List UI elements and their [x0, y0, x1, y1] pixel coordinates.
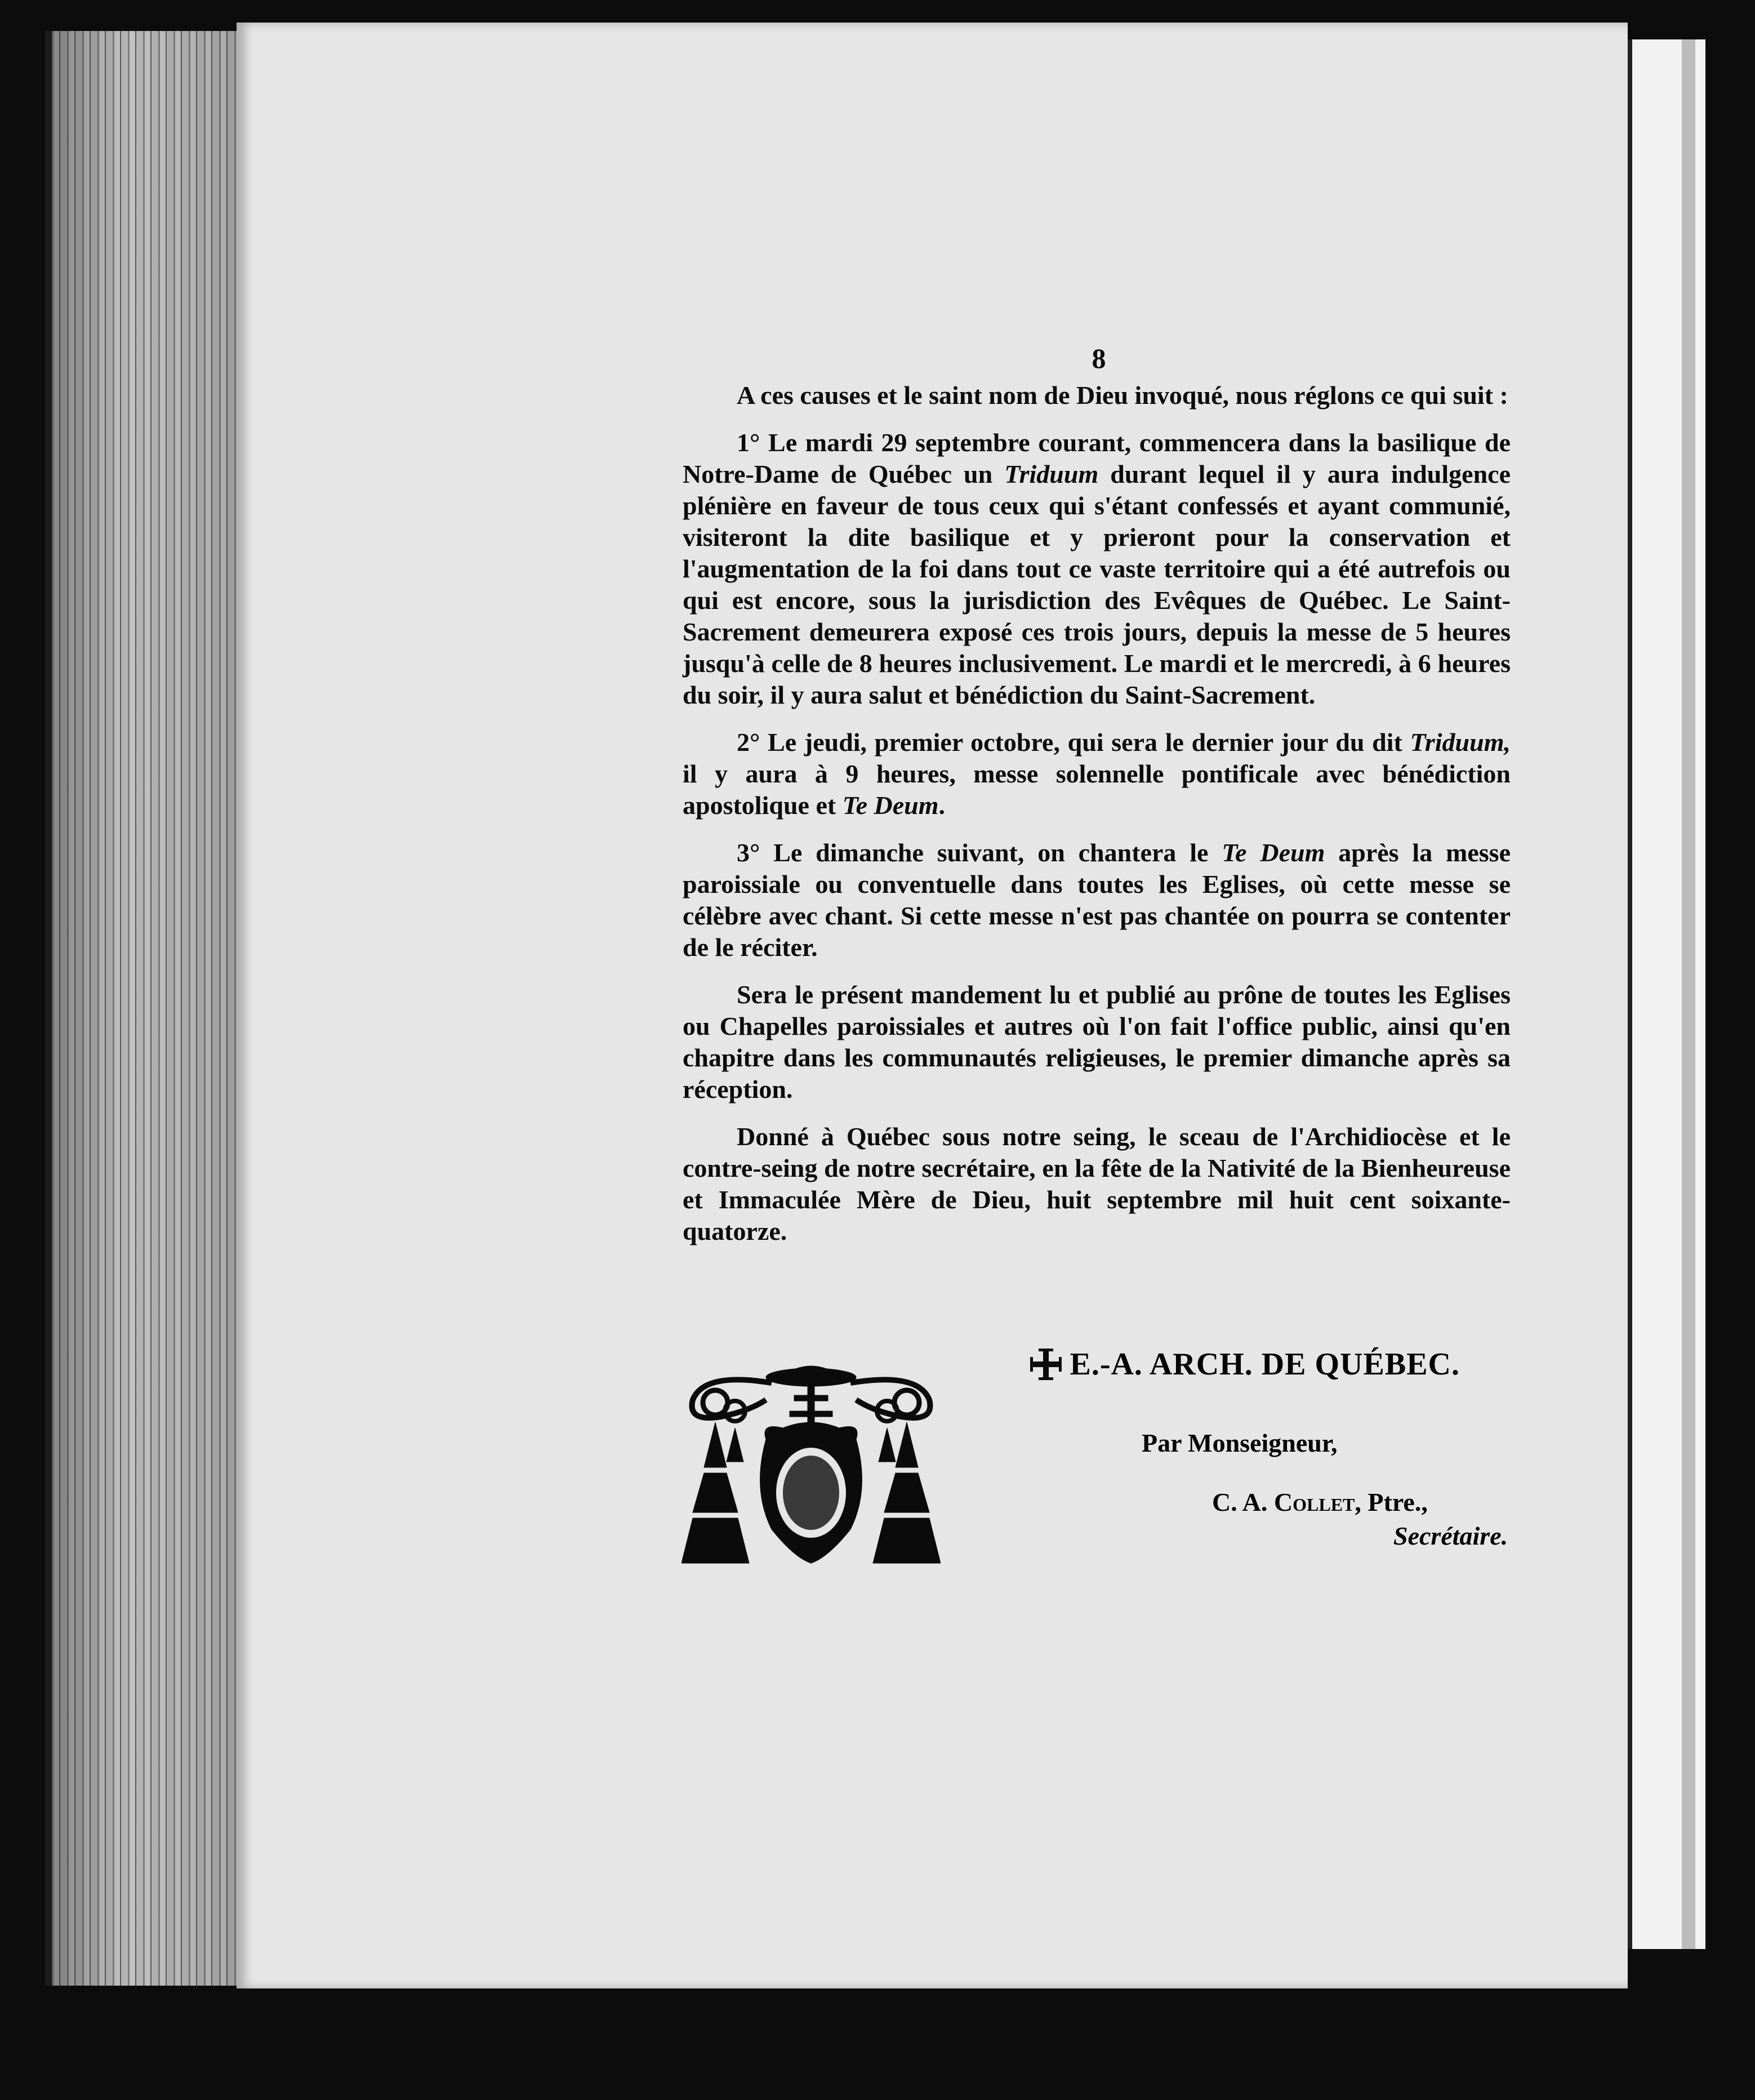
text-segment: 2° Le jeudi, premier octobre, qui sera le dernier jour du dit	[737, 728, 1410, 757]
text-segment: durant lequel il y aura indulgence plénière en faveur de tous ceux qui s'étant confessés et ayant communié, visiteront la dite basilique et y prieront pour la conservation et l'augmentation de la foi dans tout ce vaste territoire qui a été autrefois ou qui est encore, sous la jurisdiction des Evêques de Québec. Le Saint-Sacrement demeurera exposé ces trois jours, depuis la messe de 5 heures jusqu'à celle de 8 heures inclusivement. Le mardi et le mercredi, à 6 heures du soir, il y aura salut et bénédiction du Saint-Sacrement.	[683, 460, 1511, 709]
paragraph-list	[683, 380, 1511, 1247]
signature-block	[683, 1346, 1527, 1572]
text-segment: Donné à Québec sous notre seing, le sceau de l'Archidiocèse et le contre-seing de notre secrétaire, en la fête de la Nativité de la Bienheureuse et Immaculée Mère de Dieu, huit septembre mil huit cent soixante-quatorze.	[683, 1122, 1511, 1245]
paragraph-publication	[683, 979, 1511, 1105]
italic-text: Triduum	[1004, 460, 1099, 488]
archbishop-signature	[1030, 1346, 1460, 1382]
by-order-line: Par Monseigneur,	[1142, 1429, 1338, 1457]
text-segment: 1° Le mardi 29 septembre courant, commencera dans la basilique de Notre-Dame de Québec un	[683, 428, 1511, 488]
text-segment: A ces causes et le saint nom de Dieu invoqué, nous réglons ce qui suit :	[737, 381, 1508, 410]
text-segment: Sera le présent mandement lu et publié au prône de toutes les Eglises ou Chapelles paroissiales et autres où l'on fait l'office public, ainsi qu'en chapitre dans les communautés religieuses, le premier dimanche après sa réception.	[683, 980, 1511, 1104]
facing-page-strip	[1682, 39, 1695, 1949]
paragraph-item2	[683, 727, 1511, 821]
secretary-surname: Collet	[1273, 1488, 1355, 1516]
paragraph-intro	[683, 380, 1511, 411]
italic-text: Triduum,	[1410, 728, 1511, 757]
text-segment: il y aura à 9 heures, messe solennelle pontificale avec bénédiction apostolique et	[683, 759, 1511, 820]
document-body	[683, 342, 1511, 1263]
secretary-initials: C. A.	[1212, 1488, 1274, 1516]
paragraph-item1	[683, 427, 1511, 711]
cross-icon	[1030, 1349, 1062, 1380]
secretary-suffix: , Ptre.,	[1355, 1488, 1428, 1516]
italic-text: Te Deum	[1222, 838, 1325, 867]
paragraph-item3	[683, 837, 1511, 963]
italic-text: Te Deum	[842, 791, 939, 820]
archbishop-name: E.-A. ARCH. DE QUÉBEC.	[1070, 1347, 1460, 1382]
text-segment: 3° Le dimanche suivant, on chantera le	[737, 838, 1222, 867]
page-number: 8	[1092, 342, 1106, 374]
paragraph-given	[683, 1121, 1511, 1247]
text-segment: .	[938, 791, 945, 820]
secretary-title: Secrétaire.	[1393, 1521, 1508, 1550]
secretary-name	[1212, 1487, 1428, 1517]
text-segment: après la messe paroissiale ou conventuelle dans toutes les Eglises, où cette messe se célèbre avec chant. Si cette messe n'est pas chantée on pourra se contenter de le réciter.	[683, 838, 1511, 962]
gutter-shadow	[45, 31, 248, 1986]
